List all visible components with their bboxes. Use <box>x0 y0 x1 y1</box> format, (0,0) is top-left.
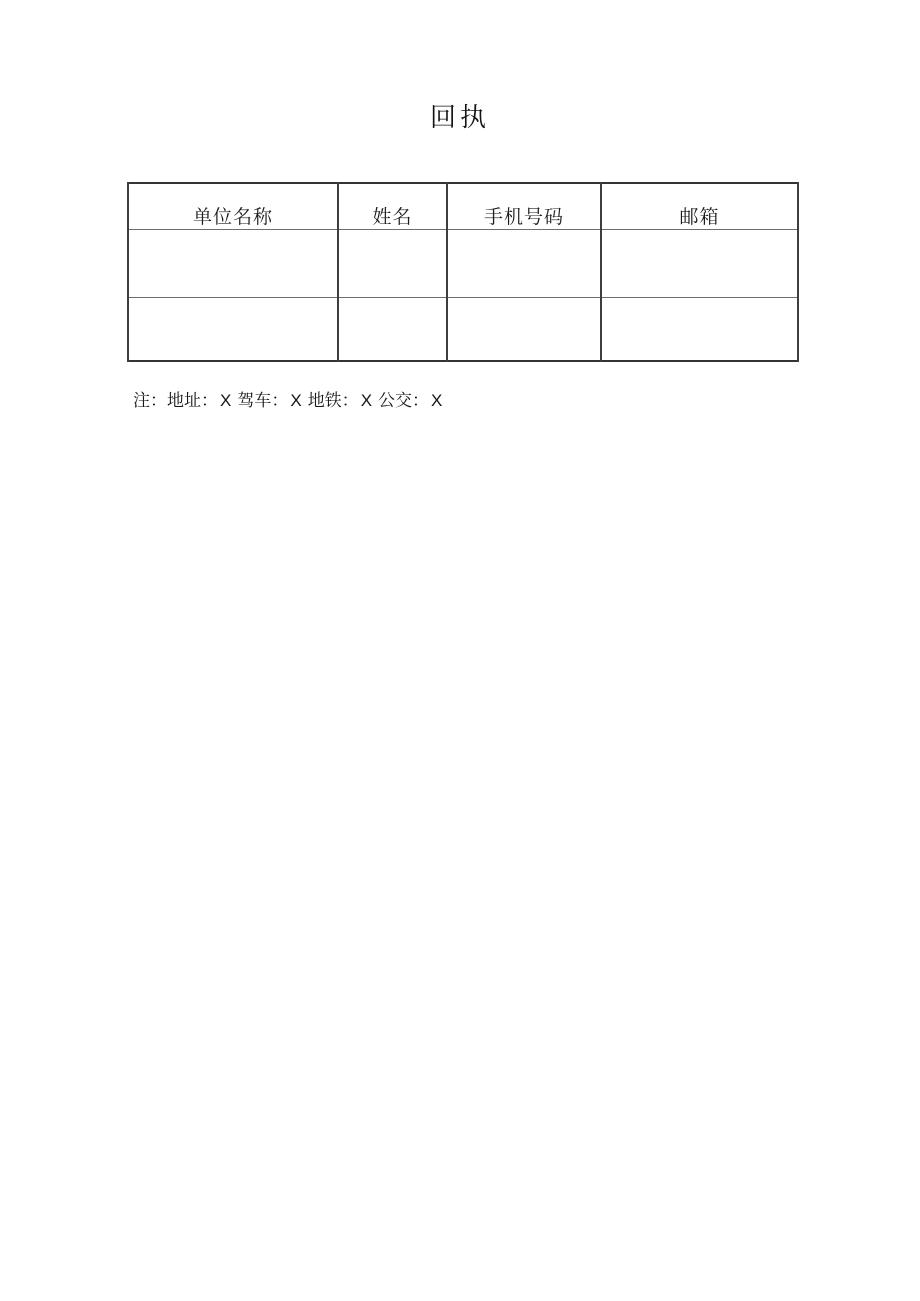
cell-company-name-row2[interactable] <box>128 298 338 362</box>
reply-slip-table <box>127 182 799 362</box>
note-label: 注： <box>133 391 167 410</box>
cell-name-row2[interactable] <box>338 298 447 362</box>
cell-mobile-number-row2[interactable] <box>447 298 601 362</box>
column-header-mobile-number: 手机号码 <box>447 183 601 230</box>
cell-name-row1[interactable] <box>338 230 447 298</box>
note-bus-value: X <box>431 391 443 410</box>
note-address-value: X <box>220 391 232 410</box>
column-header-company-name: 单位名称 <box>128 183 338 230</box>
note-line <box>133 386 442 411</box>
table-row <box>128 298 798 362</box>
page-title: 回执 <box>429 103 490 132</box>
cell-company-name-row1[interactable] <box>128 230 338 298</box>
column-header-email: 邮箱 <box>601 183 798 230</box>
column-header-name: 姓名 <box>338 183 447 230</box>
note-subway-value: X <box>360 391 373 410</box>
cell-mobile-number-row1[interactable] <box>447 230 601 298</box>
note-bus-label: 公交： <box>378 391 430 410</box>
note-address-label: 地址： <box>167 391 218 410</box>
note-drive-label: 驾车： <box>237 391 289 410</box>
cell-email-row2[interactable] <box>601 298 798 362</box>
cell-email-row1[interactable] <box>601 230 798 298</box>
table-header-row <box>128 183 798 230</box>
table-row <box>128 230 798 298</box>
note-subway-label: 地铁： <box>307 391 359 410</box>
note-drive-value: X <box>290 391 302 410</box>
